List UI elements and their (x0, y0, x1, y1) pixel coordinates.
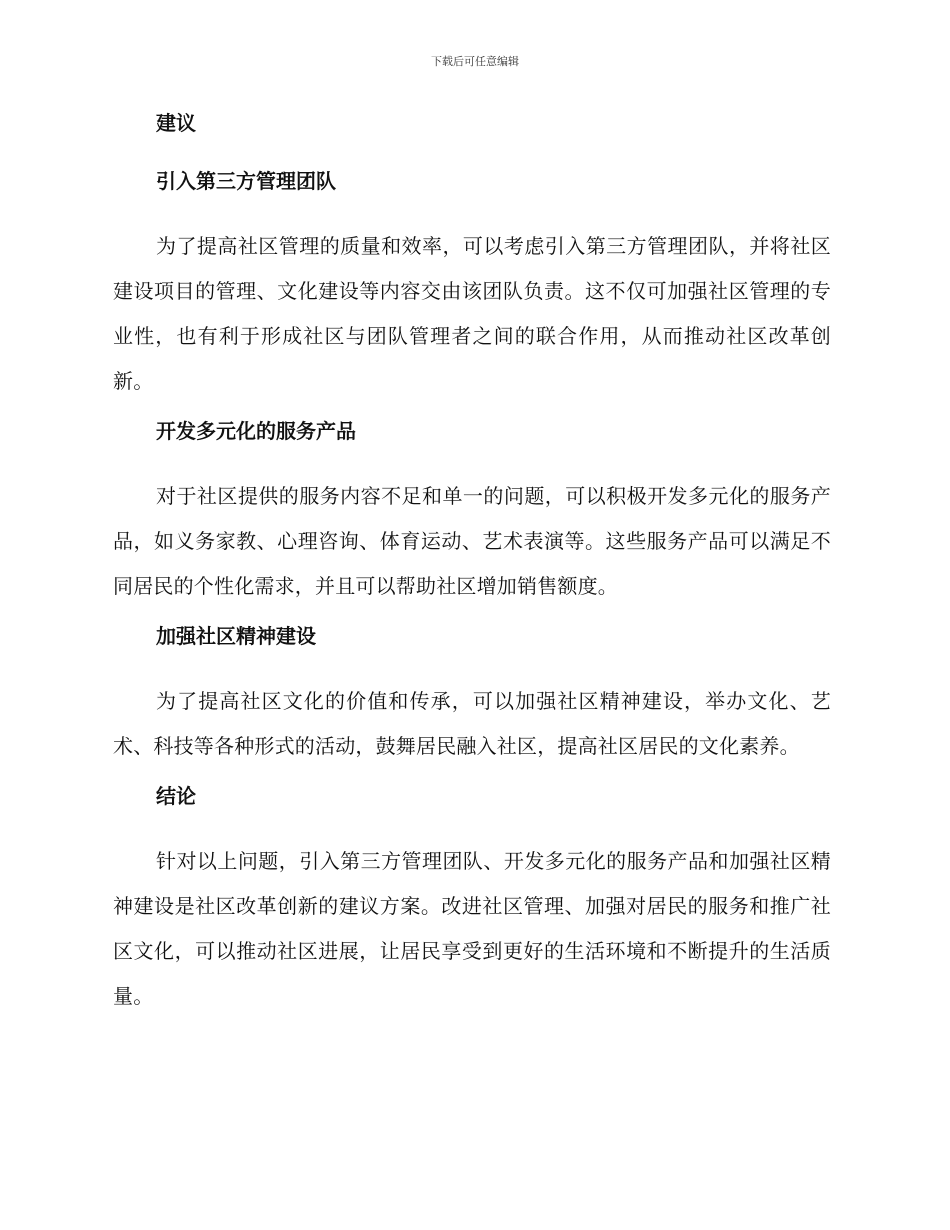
paragraph-line: 提升的生活质量。 (113, 939, 831, 1008)
paragraph-community-spirit (113, 679, 831, 769)
subsection-heading-community-spirit: 加强社区精神建设 (156, 624, 316, 648)
section-heading-conclusion: 结论 (156, 784, 196, 808)
paragraph-line: 务产品，如义务家教、心理咨询、体育运动、艺术表演等。这些服务产品可 (113, 484, 831, 553)
subsection-heading-third-party-management: 引入第三方管理团队 (156, 169, 336, 193)
paragraph-line: 为了提高社区管理的质量和效率，可以考虑引入第三方管理团队，并将 (156, 234, 791, 258)
section-heading-suggestions: 建议 (156, 111, 196, 135)
paragraph-conclusion (113, 839, 831, 1019)
paragraph-line: 区精神建设是社区改革创新的建议方案。改进社区管理、加强对居民的服务 (113, 849, 831, 918)
paragraph-line: 和推广社区文化，可以推动社区进展，让居民享受到更好的生活环境和不断 (113, 894, 831, 963)
subsection-heading-diversified-services: 开发多元化的服务产品 (156, 419, 356, 443)
paragraph-line: 为了提高社区文化的价值和传承，可以加强社区精神建设，举办文化、 (156, 689, 811, 713)
paragraph-third-party-management (113, 224, 831, 404)
paragraph-line: 针对以上问题，引入第三方管理团队、开发多元化的服务产品和加强社 (156, 849, 791, 873)
paragraph-line: 艺术、科技等各种形式的活动，鼓舞居民融入社区，提高社区居民的文化素 (113, 689, 831, 758)
document-body (113, 108, 831, 1031)
paragraph-line: 社区改革创新。 (113, 324, 831, 393)
paragraph-line: 养。 (759, 734, 800, 758)
paragraph-line: 以满足不同居民的个性化需求，并且可以帮助社区增加销售额度。 (113, 529, 831, 598)
paragraph-line: 对于社区提供的服务内容不足和单一的问题，可以积极开发多元化的服 (156, 484, 791, 508)
paragraph-line: 社区建设项目的管理、文化建设等内容交由该团队负责。这不仅可加强社区 (113, 234, 831, 303)
page-header: 下载后可任意编辑 (431, 55, 519, 68)
paragraph-diversified-services (113, 474, 831, 609)
paragraph-line: 管理的专业性，也有利于形成社区与团队管理者之间的联合作用，从而推动 (113, 279, 831, 348)
